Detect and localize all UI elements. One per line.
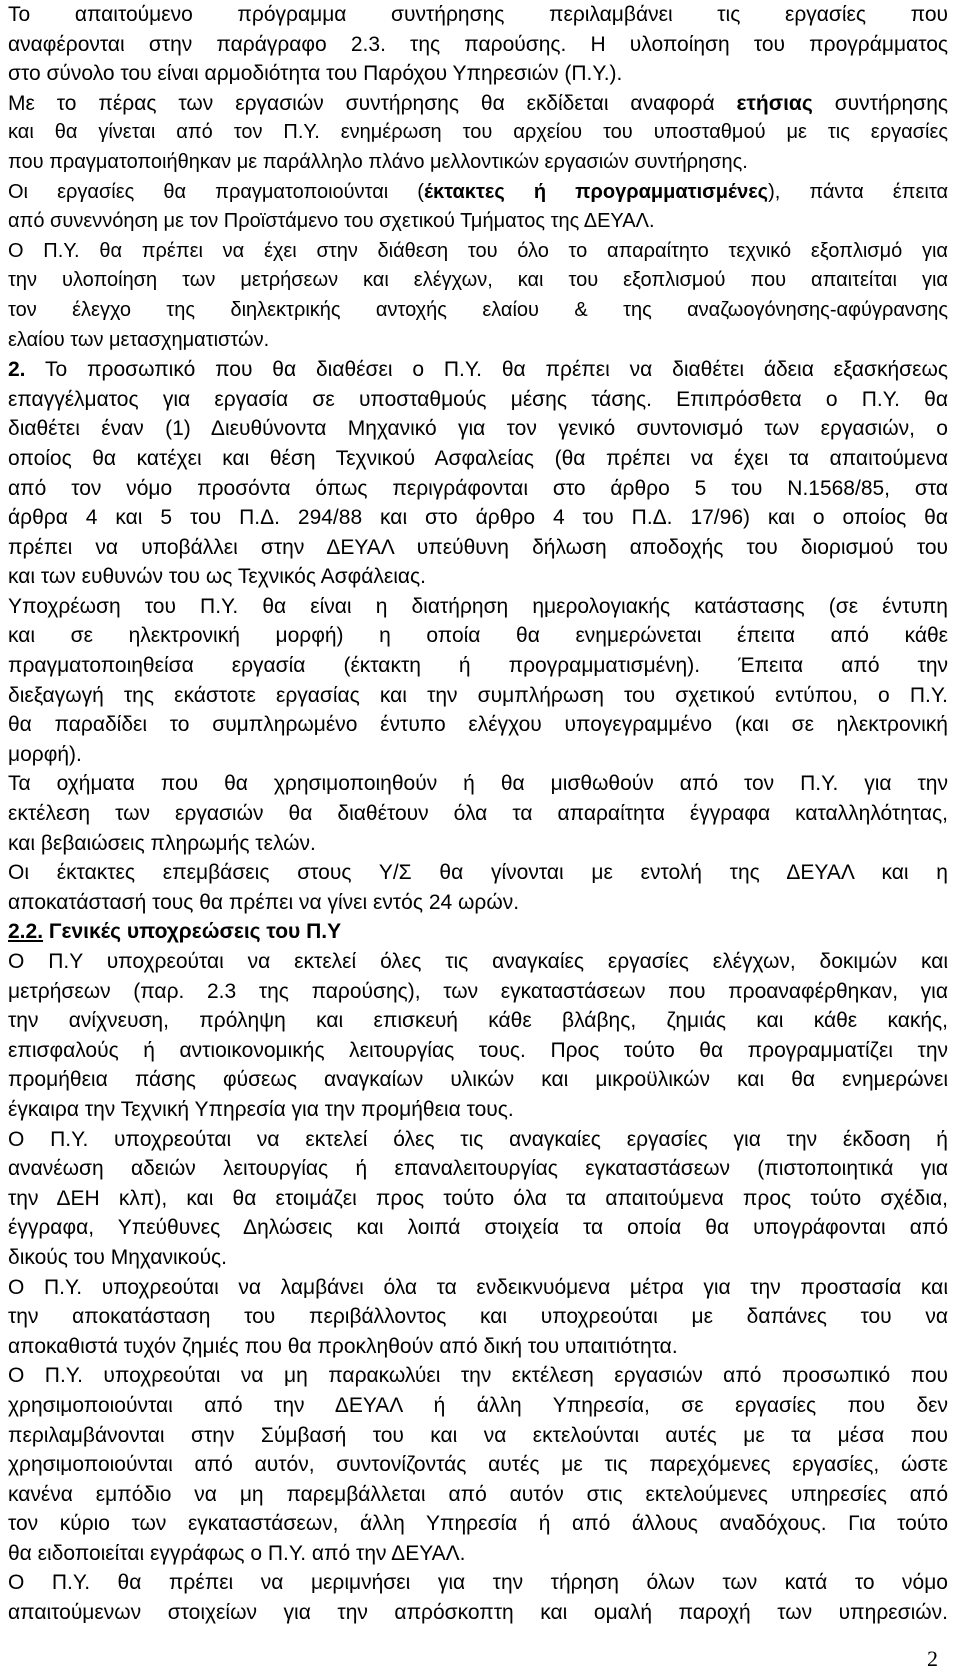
bold-text-run: έκτακτες ή προγραμματισμένες bbox=[423, 180, 769, 203]
text-run: μετρήσεων (παρ. 2.3 της παρούσης), των εγκαταστάσεων που προαναφέρθηκαν, για bbox=[8, 979, 948, 1003]
text-run: στο σύνολο του είναι αρμοδιότητα του Παρόχου Υπηρεσιών (Π.Υ.). bbox=[8, 62, 623, 86]
text-run: χρησιμοποιούνται από την ΔΕΥΑΛ ή άλλη Υπηρεσία, σε εργασίες που δεν bbox=[8, 1393, 948, 1417]
text-line bbox=[8, 266, 948, 296]
text-line bbox=[8, 503, 948, 533]
text-line bbox=[8, 1480, 948, 1510]
text-run: Οι έκτακτες επεμβάσεις στους Υ/Σ θα γίνονται με εντολή της ΔΕΥΑΛ και η bbox=[8, 861, 948, 885]
text-run: τον έλεγχο της διηλεκτρικής αντοχής ελαίου & της αναζωογόνησης-αφύγρανσης bbox=[8, 298, 948, 321]
text-run: Ο Π.Υ. θα πρέπει να έχει στην διάθεση του όλο το απαραίτητο τεχνικό εξοπλισμό για bbox=[8, 239, 948, 262]
text-line bbox=[8, 1302, 948, 1332]
text-run: από τον νόμο προσόντα όπως περιγράφονται στο άρθρο 5 του Ν.1568/85, στα bbox=[8, 476, 948, 500]
text-run: από συνεννόηση με τον Προϊστάμενο του σχετικού Τμήματος της ΔΕΥΑΛ. bbox=[8, 210, 655, 233]
text-line bbox=[8, 1332, 948, 1362]
text-run: θα ειδοποιείται εγγράφως ο Π.Υ. από την ΔΕΥΑΛ. bbox=[8, 1541, 466, 1565]
text-line bbox=[8, 30, 948, 60]
text-run: Ο Π.Υ. θα πρέπει να μεριμνήσει για την τήρηση όλων των κατά το νόμο bbox=[8, 1571, 948, 1595]
text-line bbox=[8, 533, 948, 563]
text-run: εκτέλεση των εργασιών θα διαθέτουν όλα τα απαραίτητα έγγραφα καταλληλότητας, bbox=[8, 802, 948, 826]
text-run: περιλαμβάνονται στην Σύμβασή του και να εκτελούνται αυτές με τα μέσα που bbox=[8, 1423, 948, 1447]
text-line bbox=[8, 562, 948, 592]
text-run: διεξαγωγή της εκάστοτε εργασίας και την συμπλήρωση του σχετικού εντύπου, ο Π.Υ. bbox=[8, 683, 948, 707]
text-run: ανανέωση αδειών λειτουργίας ή επαναλειτουργίας εγκαταστάσεων (πιστοποιητικά για bbox=[8, 1157, 948, 1181]
text-line bbox=[8, 207, 948, 237]
text-line bbox=[8, 858, 948, 888]
text-run: την ΔΕΗ κλπ), και θα ετοιμάζει προς τούτο όλα τα απαιτούμενα προς τούτο σχέδια, bbox=[8, 1186, 948, 1210]
bold-text-run: ετήσιας bbox=[736, 91, 813, 115]
text-line bbox=[8, 1598, 948, 1628]
text-line bbox=[8, 829, 948, 859]
text-run: οποίος θα κατέχει και θέση Τεχνικού Ασφαλείας (θα πρέπει να έχει τα απαιτούμενα bbox=[8, 446, 948, 470]
bold-text-run: 2.2. bbox=[8, 920, 44, 944]
text-line bbox=[8, 1213, 948, 1243]
text-run: Το προσωπικό που θα διαθέσει ο Π.Υ. θα πρέπει να διαθέτει άδεια εξασκήσεως bbox=[25, 358, 948, 382]
text-run: την υλοποίηση των μετρήσεων και ελέγχων, και του εξοπλισμού που απαιτείται για bbox=[8, 269, 948, 292]
text-run: συντήρησης bbox=[812, 91, 948, 115]
text-run: τον κύριο των εγκαταστάσεων, άλλη Υπηρεσία ή από άλλους αναδόχους. Για τούτο bbox=[8, 1512, 948, 1536]
text-line bbox=[8, 710, 948, 740]
text-line bbox=[8, 621, 948, 651]
text-line bbox=[8, 740, 948, 770]
text-line bbox=[8, 888, 948, 918]
text-run: και των ευθυνών του ως Τεχνικός Ασφάλειας. bbox=[8, 565, 426, 589]
text-line bbox=[8, 1421, 948, 1451]
document-body bbox=[8, 0, 948, 1628]
text-run: Οι εργασίες θα πραγματοποιούνται ( bbox=[8, 180, 424, 203]
text-line bbox=[8, 799, 948, 829]
text-line bbox=[8, 769, 948, 799]
text-run: διαθέτει έναν (1) Διευθύνοντα Μηχανικό για τον γενικό συντονισμό των εργασιών, ο bbox=[8, 417, 948, 441]
text-run: κανένα εμπόδιο να μη παρεμβάλλεται από αυτόν στις εκτελούμενες υπηρεσίες από bbox=[8, 1482, 948, 1506]
text-line bbox=[8, 592, 948, 622]
text-line bbox=[8, 1154, 948, 1184]
text-line bbox=[8, 1568, 948, 1598]
text-line bbox=[8, 1391, 948, 1421]
text-run: Υποχρέωση του Π.Υ. θα είναι η διατήρηση ημερολογιακής κατάστασης (σε έντυπη bbox=[8, 594, 948, 618]
bold-text-run: 2. bbox=[8, 358, 26, 382]
text-line bbox=[8, 681, 948, 711]
text-line bbox=[8, 1509, 948, 1539]
text-line bbox=[8, 59, 948, 89]
text-run: αποκαθιστά τυχόν ζημιές που θα προκληθούν από δική του υπαιτιότητα. bbox=[8, 1334, 678, 1358]
text-run: χρησιμοποιούνται από αυτόν, συντονίζοντάς αυτές με τις παρεχόμενες εργασίες, ώστε bbox=[8, 1453, 948, 1477]
text-run: Με το πέρας των εργασιών συντήρησης θα εκδίδεται αναφορά bbox=[8, 91, 737, 115]
text-line bbox=[8, 1243, 948, 1273]
text-line bbox=[8, 1273, 948, 1303]
text-line bbox=[8, 355, 948, 385]
text-line bbox=[8, 947, 948, 977]
text-run: που πραγματοποιήθηκαν με παράλληλο πλάνο μελλοντικών εργασιών συντήρησης. bbox=[8, 150, 748, 173]
text-run: την αποκατάσταση του περιβάλλοντος και υποχρεούται με δαπάνες του να bbox=[8, 1305, 948, 1329]
text-line bbox=[8, 178, 948, 208]
text-run: Το απαιτούμενο πρόγραμμα συντήρησης περιλαμβάνει τις εργασίες που bbox=[8, 3, 948, 26]
text-run: επαγγέλματος για εργασία σε υποσταθμούς μέσης τάσης. Επιπρόσθετα ο Π.Υ. θα bbox=[8, 387, 948, 411]
text-line bbox=[8, 1184, 948, 1214]
text-run: αποκατάστασή τους θα πρέπει να γίνει εντός 24 ωρών. bbox=[8, 890, 520, 914]
text-run: την ανίχνευση, πρόληψη και επισκευή κάθε βλάβης, ζημιάς και κάθε κακής, bbox=[8, 1009, 948, 1033]
text-line bbox=[8, 237, 948, 267]
text-run: πρέπει να υποβάλλει στην ΔΕΥΑΛ υπεύθυνη δήλωση αποδοχής του διορισμού του bbox=[8, 535, 948, 559]
text-run: Ο Π.Υ. υποχρεούται να λαμβάνει όλα τα ενδεικνυόμενα μέτρα για την προστασία και bbox=[8, 1275, 948, 1299]
text-line bbox=[8, 1125, 948, 1155]
text-line bbox=[8, 1095, 948, 1125]
text-run: μορφή). bbox=[8, 742, 82, 766]
text-line bbox=[8, 1361, 948, 1391]
text-line bbox=[8, 385, 948, 415]
text-line bbox=[8, 651, 948, 681]
text-run: θα παραδίδει το συμπληρωμένο έντυπο ελέγχου υπογεγραμμένο (και σε ηλεκτρονική bbox=[8, 713, 948, 737]
text-run: Ο Π.Υ. υποχρεούται να μη παρακωλύει την εκτέλεση εργασιών από προσωπικό που bbox=[8, 1364, 948, 1388]
text-line bbox=[8, 1065, 948, 1095]
page-number: 2 bbox=[927, 1646, 938, 1671]
text-run: έγγραφα, Υπεύθυνες Δηλώσεις και λοιπά στοιχεία τα οποία θα υπογράφονται από bbox=[8, 1216, 948, 1240]
text-line bbox=[8, 1450, 948, 1480]
text-line bbox=[8, 326, 948, 356]
text-run: Τα οχήματα που θα χρησιμοποιηθούν ή θα μισθωθούν από τον Π.Υ. για την bbox=[8, 772, 948, 796]
text-run: Ο Π.Υ υποχρεούται να εκτελεί όλες τις αναγκαίες εργασίες ελέγχων, δοκιμών και bbox=[8, 950, 948, 973]
text-line bbox=[8, 0, 948, 30]
text-run: ελαίου των μετασχηματιστών. bbox=[8, 328, 270, 351]
text-run: ), πάντα έπειτα bbox=[768, 180, 949, 203]
text-run: πραγματοποιηθείσα εργασία (έκτακτη ή προγραμματισμένη). Έπειτα από την bbox=[8, 654, 948, 678]
text-run: απαιτούμενων στοιχείων για την απρόσκοπτη και ομαλή παροχή των υπηρεσιών. bbox=[8, 1601, 948, 1625]
text-run: και βεβαιώσεις πληρωμής τελών. bbox=[8, 831, 316, 855]
text-run: έγκαιρα την Τεχνική Υπηρεσία για την προμήθεια τους. bbox=[8, 1097, 514, 1121]
text-run: και θα γίνεται από τον Π.Υ. ενημέρωση του αρχείου του υποσταθμού με τις εργασίες bbox=[8, 121, 948, 144]
text-run: και σε ηλεκτρονική μορφή) η οποία θα ενημερώνεται έπειτα από κάθε bbox=[8, 624, 948, 648]
text-run: αναφέρονται στην παράγραφο 2.3. της παρούσης. Η υλοποίηση του προγράμματος bbox=[8, 32, 948, 56]
text-line bbox=[8, 118, 948, 148]
text-line bbox=[8, 1539, 948, 1569]
text-line bbox=[8, 1006, 948, 1036]
text-line bbox=[8, 977, 948, 1007]
text-line bbox=[8, 474, 948, 504]
bold-text-run: Γενικές υποχρεώσεις του Π.Υ bbox=[43, 920, 342, 944]
text-line bbox=[8, 296, 948, 326]
text-run: προμήθεια πάσης φύσεως αναγκαίων υλικών και μικροϋλικών και θα ενημερώνει bbox=[8, 1068, 948, 1092]
text-line bbox=[8, 89, 948, 119]
text-run: επισφαλούς ή αντιοικονομικής λειτουργίας τους. Προς τούτο θα προγραμματίζει την bbox=[8, 1038, 948, 1062]
text-run: Ο Π.Υ. υποχρεούται να εκτελεί όλες τις αναγκαίες εργασίες για την έκδοση ή bbox=[8, 1127, 948, 1151]
text-line bbox=[8, 1036, 948, 1066]
text-run: δικούς του Μηχανικούς. bbox=[8, 1245, 228, 1269]
text-line bbox=[8, 148, 948, 178]
text-line bbox=[8, 414, 948, 444]
text-line bbox=[8, 917, 948, 947]
text-line bbox=[8, 444, 948, 474]
text-run: άρθρα 4 και 5 του Π.Δ. 294/88 και στο άρθρο 4 του Π.Δ. 17/96) και ο οποίος θα bbox=[8, 506, 948, 530]
